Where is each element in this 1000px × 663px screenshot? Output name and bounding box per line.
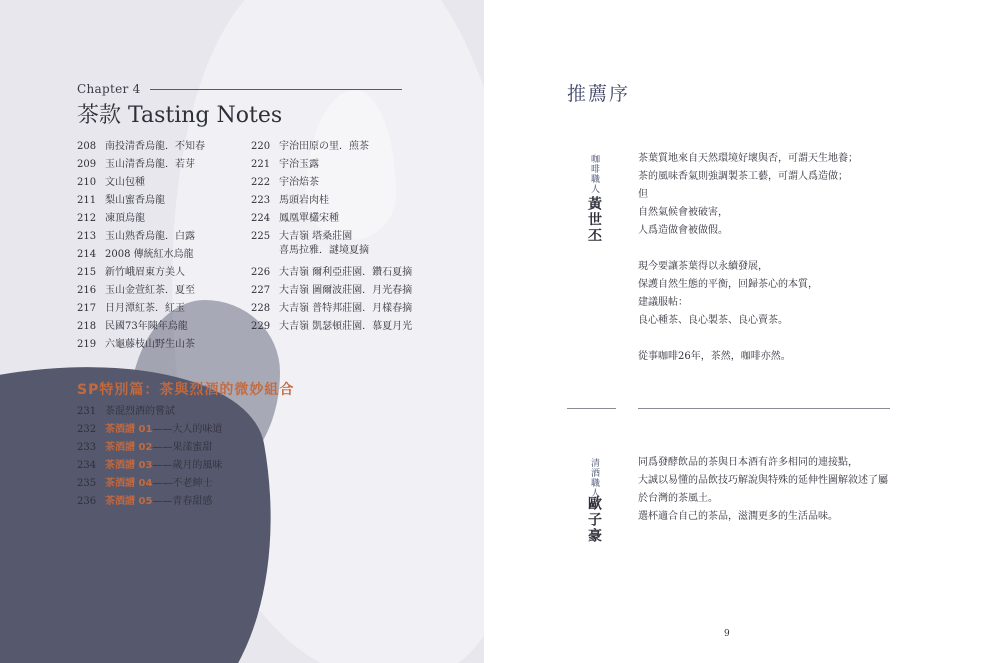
sp-page-number: 231 bbox=[77, 406, 97, 417]
toc-entry[interactable] bbox=[77, 173, 145, 188]
toc-page-number: 220 bbox=[251, 141, 271, 152]
toc-page-number: 213 bbox=[77, 231, 97, 242]
left-page bbox=[0, 0, 484, 663]
toc-page-number: 208 bbox=[77, 141, 97, 152]
recommendation-text bbox=[638, 454, 888, 526]
recipe-tag: 茶酒譜 01 bbox=[105, 424, 153, 435]
toc-title: 玉山金萱紅茶．夏至 bbox=[105, 285, 195, 296]
recipe-tag: 茶酒譜 03 bbox=[105, 460, 153, 471]
text-line: 現今要讓茶葉得以永續發展， bbox=[638, 261, 768, 272]
recommender-role: 清酒職人 bbox=[589, 458, 599, 498]
text-line: 良心種茶、良心製茶、良心賣茶。 bbox=[638, 315, 788, 326]
toc-entry[interactable] bbox=[77, 299, 185, 314]
toc-entry[interactable] bbox=[77, 137, 205, 152]
toc-page-number: 221 bbox=[251, 159, 271, 170]
divider bbox=[567, 408, 616, 409]
sp-page-number: 233 bbox=[77, 442, 97, 453]
toc-title: 南投清香烏龍．不知春 bbox=[105, 141, 205, 152]
toc-entry[interactable] bbox=[77, 209, 145, 224]
toc-entry[interactable] bbox=[251, 191, 329, 206]
sp-page-number: 234 bbox=[77, 460, 97, 471]
sp-entry[interactable] bbox=[77, 474, 212, 489]
dash-separator: —— bbox=[152, 442, 173, 453]
recommender-name: 歐子豪 bbox=[586, 496, 602, 544]
toc-title: 宇治焙茶 bbox=[279, 177, 319, 188]
sp-entry[interactable] bbox=[77, 438, 212, 453]
sp-entry[interactable] bbox=[77, 402, 175, 417]
toc-page-number: 227 bbox=[251, 285, 271, 296]
toc-entry[interactable] bbox=[251, 209, 339, 224]
recommender-role: 咖啡職人 bbox=[589, 154, 599, 194]
toc-page-number: 226 bbox=[251, 267, 271, 278]
recipe-tag: 茶酒譜 02 bbox=[105, 442, 153, 453]
toc-page-number: 210 bbox=[77, 177, 97, 188]
toc-entry[interactable] bbox=[77, 317, 188, 332]
toc-title: 六龜藤枝山野生山茶 bbox=[105, 339, 195, 350]
toc-title: 日月潭紅茶．紅玉 bbox=[105, 303, 185, 314]
toc-page-number: 209 bbox=[77, 159, 97, 170]
text-line: 於台灣的茶風土。 bbox=[638, 493, 718, 504]
toc-entry[interactable] bbox=[77, 191, 165, 206]
sp-title: 果漾蜜甜 bbox=[172, 442, 213, 453]
text-line: 大誠以易懂的品飲技巧解說與特殊的延伸性圖解敘述了屬 bbox=[638, 475, 888, 486]
text-line bbox=[638, 330, 858, 348]
toc-entry[interactable] bbox=[251, 173, 319, 188]
chapter-rule bbox=[150, 89, 402, 90]
sp-title: 大人的味道 bbox=[172, 424, 223, 435]
text-line: 茶葉質地來自天然環境好壞與否，可謂天生地養； bbox=[638, 153, 858, 164]
toc-title: 新竹峨眉東方美人 bbox=[105, 267, 185, 278]
toc-title: 凍頂烏龍 bbox=[105, 213, 145, 224]
toc-entry[interactable] bbox=[251, 227, 369, 256]
toc-page-number: 219 bbox=[77, 339, 97, 350]
toc-title-continuation: 喜馬拉雅．謎境夏摘 bbox=[279, 245, 369, 256]
toc-title: 梨山蜜香烏龍 bbox=[105, 195, 165, 206]
toc-page-number: 229 bbox=[251, 321, 271, 332]
toc-entry[interactable] bbox=[251, 317, 412, 332]
sp-title: 不老紳士 bbox=[172, 478, 213, 489]
toc-title: 玉山熟香烏龍．白露 bbox=[105, 231, 195, 242]
toc-page-number: 217 bbox=[77, 303, 97, 314]
sp-entry[interactable] bbox=[77, 492, 212, 507]
text-line: 但 bbox=[638, 189, 648, 200]
toc-title: 大吉嶺 塔桑莊園 bbox=[279, 231, 353, 242]
toc-entry[interactable] bbox=[77, 155, 195, 170]
toc-entry[interactable] bbox=[251, 137, 369, 152]
toc-entry[interactable] bbox=[77, 245, 194, 260]
sp-title: 青春甜感 bbox=[172, 496, 213, 507]
text-line: 從事咖啡26年，茶然，咖啡亦然。 bbox=[638, 351, 791, 362]
toc-page-number: 218 bbox=[77, 321, 97, 332]
sp-section-heading: SP特別篇：茶與烈酒的微妙組合 bbox=[77, 382, 295, 398]
sp-title: 茶混烈酒的嘗試 bbox=[105, 406, 175, 417]
toc-title: 大吉嶺 圖爾波莊園．月光春摘 bbox=[279, 285, 413, 296]
text-line: 建議服帖： bbox=[638, 297, 688, 308]
toc-title: 宇治田原の里．煎茶 bbox=[279, 141, 369, 152]
page-number: 9 bbox=[724, 629, 730, 639]
toc-page-number: 223 bbox=[251, 195, 271, 206]
toc-page-number: 211 bbox=[77, 195, 97, 206]
toc-title: 大吉嶺 普特邦莊園．月樣春摘 bbox=[279, 303, 413, 314]
toc-entry[interactable] bbox=[77, 227, 195, 242]
toc-entry[interactable] bbox=[251, 299, 412, 314]
recipe-tag: 茶酒譜 05 bbox=[105, 496, 153, 507]
toc-title: 玉山清香烏龍．若芽 bbox=[105, 159, 195, 170]
toc-page-number: 216 bbox=[77, 285, 97, 296]
recommender-name: 黃世丕 bbox=[586, 196, 602, 244]
sp-entry[interactable] bbox=[77, 456, 222, 471]
dash-separator: —— bbox=[152, 478, 173, 489]
text-line: 保護自然生態的平衡，回歸茶心的本質， bbox=[638, 279, 818, 290]
text-line: 同爲發酵飲品的茶與日本酒有許多相同的連接點， bbox=[638, 457, 858, 468]
toc-title: 民國73年陳年烏龍 bbox=[105, 321, 188, 332]
recommendation-text bbox=[638, 150, 858, 366]
toc-title: 馬頭岩肉桂 bbox=[279, 195, 329, 206]
toc-page-number: 212 bbox=[77, 213, 97, 224]
toc-page-number: 225 bbox=[251, 231, 271, 242]
toc-title: 文山包種 bbox=[105, 177, 145, 188]
dash-separator: —— bbox=[152, 496, 173, 507]
sp-title: 歲月的風味 bbox=[172, 460, 223, 471]
toc-entry[interactable] bbox=[251, 155, 319, 170]
text-line: 人爲造做會被做假。 bbox=[638, 225, 728, 236]
text-line: 茶的風味香氣則強調製茶工藝，可謂人爲造做； bbox=[638, 171, 848, 182]
toc-page-number: 228 bbox=[251, 303, 271, 314]
toc-title: 大吉嶺 凱瑟頓莊園．慕夏月光 bbox=[279, 321, 413, 332]
page-title: 推薦序 bbox=[567, 83, 631, 105]
toc-title: 宇治玉露 bbox=[279, 159, 319, 170]
toc-page-number: 214 bbox=[77, 249, 97, 260]
toc-page-number: 222 bbox=[251, 177, 271, 188]
toc-entry[interactable] bbox=[77, 281, 195, 296]
toc-title: 鳳凰單欉宋種 bbox=[279, 213, 339, 224]
text-line: 自然氣候會被破害， bbox=[638, 207, 728, 218]
divider bbox=[638, 408, 890, 409]
chapter-label: Chapter 4 bbox=[77, 82, 141, 96]
toc-title: 2008 傳統紅水烏龍 bbox=[105, 249, 194, 260]
toc-page-number: 224 bbox=[251, 213, 271, 224]
toc-entry[interactable] bbox=[251, 281, 412, 296]
toc-entry[interactable] bbox=[77, 335, 195, 350]
toc-entry[interactable] bbox=[77, 263, 185, 278]
sp-page-number: 236 bbox=[77, 496, 97, 507]
sp-page-number: 232 bbox=[77, 424, 97, 435]
text-line bbox=[638, 240, 858, 258]
text-line: 選杯適合自己的茶品，滋潤更多的生活品味。 bbox=[638, 511, 838, 522]
dash-separator: —— bbox=[152, 424, 173, 435]
dash-separator: —— bbox=[152, 460, 173, 471]
toc-entry[interactable] bbox=[251, 263, 412, 278]
recipe-tag: 茶酒譜 04 bbox=[105, 478, 153, 489]
toc-page-number: 215 bbox=[77, 267, 97, 278]
sp-page-number: 235 bbox=[77, 478, 97, 489]
chapter-title: 茶款 Tasting Notes bbox=[77, 103, 283, 128]
toc-title: 大吉嶺 爾利亞莊園．鑽石夏摘 bbox=[279, 267, 413, 278]
sp-entry[interactable] bbox=[77, 420, 222, 435]
